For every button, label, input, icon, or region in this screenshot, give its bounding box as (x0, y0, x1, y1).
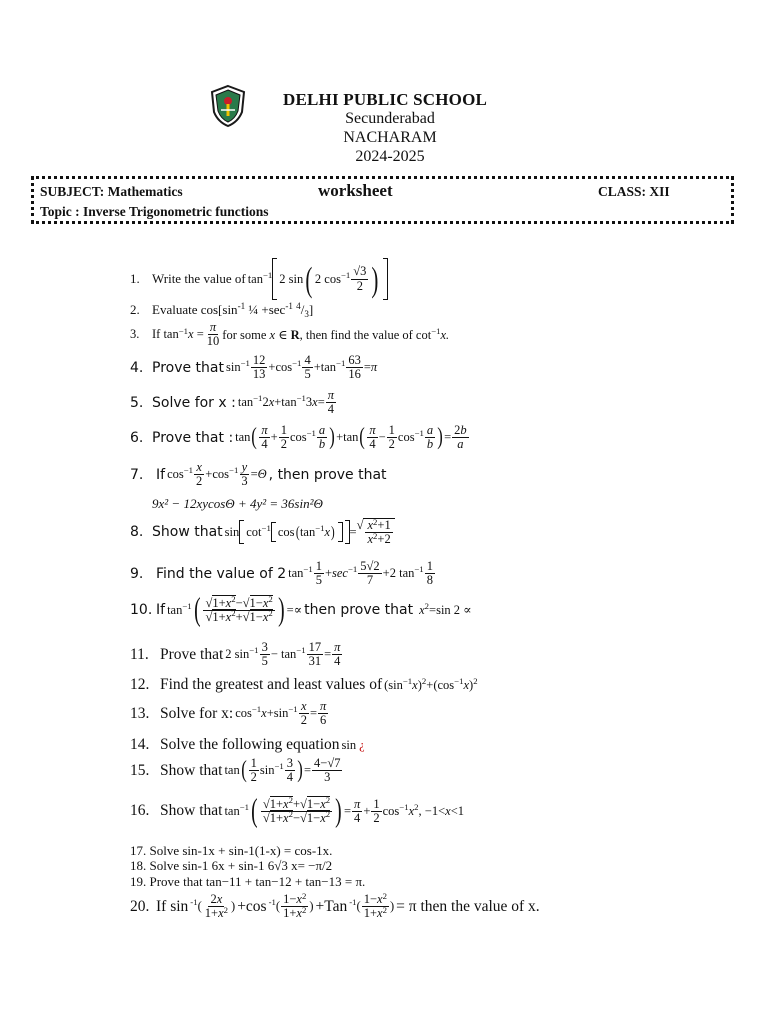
question-number: 13. (130, 704, 150, 722)
question-19: 19. Prove that tan−11 + tan−12 + tan−13 = π. (130, 874, 366, 889)
question-7-equation: 9x² − 12xycosΘ + 4y² = 36sin²Θ (152, 496, 323, 511)
question-text: Solve the following equation (160, 736, 340, 753)
math-expression: tan ( $\frac{\pi}{4}$ + $\frac{1}{2}$ cos −1 $\frac{a}{b}$ ) +tan ( $\frac{\pi}{4}$ − $\frac{1}{2}$ cos −1 $\frac{a}{b}$ ) = $\frac{2b}{a}$ (235, 423, 467, 452)
question-text: Prove that (160, 645, 224, 663)
question-14 (130, 736, 367, 754)
question-number: 15. (130, 761, 150, 779)
question-number: 2. (130, 302, 140, 317)
question-text-mid1: +cos (237, 897, 267, 915)
math-expression: cos −1 x +sin −1 $\frac{x}{2}$ = $\frac{\pi}{6}$ (235, 699, 327, 728)
question-text-tail: then prove that (304, 602, 414, 619)
question-text: Solve for x : (152, 394, 236, 411)
question-number: 6. (130, 429, 144, 446)
question-number: 5. (130, 394, 144, 411)
question-text: If (156, 466, 166, 483)
question-15 (130, 757, 345, 784)
question-text: If (156, 602, 166, 619)
question-text: Prove that (152, 359, 224, 376)
question-17: 17. Solve sin-1x + sin-1(1-x) = cos-1x. (130, 843, 333, 858)
question-6 (130, 424, 472, 451)
question-text: Solve for x: (160, 704, 234, 722)
question-20 (130, 890, 540, 921)
math-expression: cos −1 $\frac{x}{2}$ +cos −1 $\frac{y}{3}$ = Θ (167, 460, 267, 489)
question-9 (130, 560, 438, 587)
question-text-mid2: +Tan (315, 897, 348, 915)
question-number: 8. (130, 524, 144, 541)
math-expression: sin −1 $\frac{12}{13}$ +cos −1 $\frac{4}{5}$ +tan −1 $\frac{63}{16}$ = π (226, 353, 378, 382)
math-expression-3: -1 ( $\frac{1-x^2}{1+x^2}$ ) (349, 890, 395, 921)
question-16 (130, 795, 466, 828)
school-crest-logo (208, 84, 248, 128)
math-expression: 2 sin −1 $\frac{3}{5}$ − tan −1 $\frac{17}{31}$ = $\frac{\pi}{4}$ (225, 640, 341, 669)
class-label: CLASS: XII (598, 184, 670, 199)
academic-year: 2024-2025 (355, 148, 425, 165)
topic-label: Topic : Inverse Trigonometric functions (40, 204, 269, 219)
question-number: 11. (130, 645, 149, 663)
question-number: 3. (130, 327, 140, 342)
question-text: Show that (152, 524, 223, 541)
question-3 (130, 321, 449, 348)
question-number: 12. (130, 676, 150, 693)
school-name: DELHI PUBLIC SCHOOL (283, 90, 488, 109)
subject-label: SUBJECT: Mathematics (40, 184, 183, 199)
math-expression: tan −1 ( $\frac{√1+x^2-√1-x^2}{√1+x^2+√1-x^2}$ ) =∝ (167, 592, 303, 628)
question-text: Find the greatest and least values of (160, 676, 383, 693)
question-text: If $\tan^{-1}x$ = (152, 325, 204, 342)
question-text: Show that (160, 802, 223, 820)
question-text: If sin (156, 897, 189, 915)
question-text: Write the value of (152, 271, 246, 286)
question-text: Evaluate $\cos[\sin^{-1}$ ¼ $+\sec^{-1}$ $^4/_3$] (152, 301, 314, 319)
question-18: 18. Solve sin-1 6x + sin-1 6√3 x= −π/2 (130, 858, 333, 873)
question-number: 1. (130, 271, 140, 286)
question-number: 9. (130, 565, 144, 582)
question-text-tail: , then prove that (268, 466, 387, 483)
school-city: Secunderabad (345, 110, 435, 127)
question-number: 7. (130, 466, 144, 483)
question-1 (130, 258, 390, 300)
school-branch: NACHARAM (343, 129, 437, 146)
question-number: 16. (130, 802, 150, 820)
worksheet-title: worksheet (318, 181, 393, 200)
math-expression-2: -1 ( $\frac{1-x^2}{1+x^2}$ ) (268, 890, 314, 921)
question-number: 14. (130, 736, 150, 753)
question-12 (130, 676, 480, 694)
question-7 (130, 461, 387, 488)
question-text: Find the value of 2 (156, 565, 287, 582)
question-8 (130, 518, 397, 546)
question-number: 20. (130, 897, 150, 915)
math-expression: -1 ( $\frac{2x}{1+x^2}$ ) (190, 892, 236, 921)
question-text-tail: for some x ∈ R, then find the value of $\cot^{-1}x$. (222, 326, 450, 342)
question-13 (130, 700, 331, 727)
question-5 (130, 389, 339, 416)
math-expression: (sin −1 x ) 2 +(cos −1 x ) 2 (384, 675, 478, 692)
question-number: 4. (130, 359, 144, 376)
fraction: $\frac{\pi}{10}$ (206, 320, 220, 349)
question-text: Prove that : (152, 429, 234, 446)
math-expression: sin ¿ (341, 737, 365, 752)
math-expression: tan −1 2 x +tan −1 3 x = $\frac{\pi}{4}$ (237, 388, 335, 417)
question-4 (130, 354, 379, 381)
math-expression: tan ( $\frac{1}{2}$ sin −1 $\frac{3}{4}$ ) = $\frac{4-√7}{3}$ (224, 756, 341, 785)
math-expression: sin cot −1 cos ( tan −1 x ) = √ $\frac{x^2+1}{x^2+2}$ (225, 518, 395, 546)
question-2 (130, 302, 313, 318)
math-expression: tan −1 2 sin ( 2 cos −1 $\frac{√3}{2}$ ) (248, 258, 388, 300)
math-expression-2: x 2 =sin 2 ∝ (419, 600, 472, 618)
math-expression: tan −1 $\frac{1}{5}$ + sec −1 $\frac{5√2}{7}$ +2 tan −1 $\frac{1}{8}$ (288, 559, 433, 588)
question-text-end: = π then the value of x. (396, 897, 540, 915)
question-11 (130, 641, 345, 668)
question-text: Show that (160, 761, 223, 779)
question-10 (130, 594, 474, 627)
question-number: 10. (130, 602, 153, 619)
math-expression: tan −1 ( $\frac{√1+x^2+√1-x^2}{√1+x^2-√1-x^2}$ ) = $\frac{\pi}{4}$ + $\frac{1}{2}$ cos −1 x 2 , −1< x <1 (224, 793, 465, 829)
